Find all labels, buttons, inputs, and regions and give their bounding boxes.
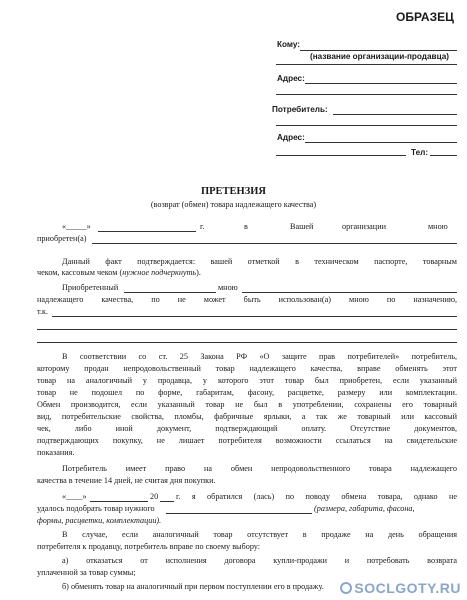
reason-label: т.к. xyxy=(37,307,49,316)
underline-hint: нужное подчеркнуть xyxy=(122,268,197,277)
word-v: в xyxy=(244,222,248,231)
purchased-line xyxy=(92,243,457,244)
appeal-year: 20 xyxy=(150,492,159,501)
site-watermark xyxy=(340,580,461,596)
confirm-line-2 xyxy=(37,268,201,277)
address-label: Адрес: xyxy=(277,74,305,83)
law-line-5: Обмен производится, если указанный товар не был в употреблении, сохранены его товарный xyxy=(37,400,457,409)
word-vashei: Вашей xyxy=(290,222,314,231)
to-line xyxy=(300,50,457,51)
absent-line-2: потребителя к продавцу, потребитель вправе по своему выбору: xyxy=(37,542,261,551)
purchased-label: приобретен(а) xyxy=(37,234,87,243)
absent-line-1: В случае, если аналогичный товар отсутствует в продаже на день обращения xyxy=(62,530,457,539)
law-line-2: которому продан непродовольственный товар надлежащего качества, вправе обменять этот xyxy=(37,364,457,373)
goods-line xyxy=(166,513,312,514)
year-suffix: г. xyxy=(200,222,205,231)
reason-line-3 xyxy=(37,342,457,343)
sample-stamp: ОБРАЗЕЦ xyxy=(396,10,454,24)
address-line-2 xyxy=(276,94,457,95)
address-line xyxy=(305,83,457,84)
confirm-text: чеком, кассовым чеком ( xyxy=(37,268,123,277)
item-line-b xyxy=(242,292,457,293)
address2-line xyxy=(305,142,457,143)
appeal-text: г. я обратился (лась) по поводу обмена товара, однако не xyxy=(176,492,457,501)
address2-label: Адрес: xyxy=(277,133,305,142)
appeal-date-line xyxy=(90,501,148,502)
form-hint: формы, расцветки, комплектации). xyxy=(37,516,162,525)
select-goods-text: удалось подобрать товар нужного xyxy=(37,504,155,513)
document-title: ПРЕТЕНЗИЯ xyxy=(200,186,267,197)
appeal-date-quote: «____» xyxy=(62,492,87,501)
law-line-4: товар не подошел по форме, габаритам, фасону, расцветке, размеру или комплектации. xyxy=(37,388,457,397)
item-line-a xyxy=(124,292,216,293)
law-line-8: подтверждающих покупку, не лишает потребителя возможности ссылаться на свидетельские xyxy=(37,436,457,445)
exchange-right-line-1: Потребитель имеет право на обмен непродовольственного товара надлежащего xyxy=(62,464,457,473)
consumer-line-2 xyxy=(276,125,457,126)
confirm-end: ). xyxy=(196,268,201,277)
appeal-year-line xyxy=(160,501,174,502)
law-line-last: показания. xyxy=(37,448,75,457)
phone-label: Тел: xyxy=(411,148,429,157)
law-line-6: вид, потребительские свойства, пломбы, фабричные ярлыки, а так же товарный или кассовый xyxy=(37,412,457,421)
watermark-logo-icon xyxy=(340,582,352,594)
document-subtitle: (возврат (обмен) товара надлежащего качества) xyxy=(150,200,317,209)
date-line xyxy=(98,231,196,232)
word-organization: организации xyxy=(342,222,386,231)
reason-line xyxy=(52,316,457,317)
purchased-item-label: Приобретенный xyxy=(62,283,119,292)
date-quote: «_____» xyxy=(62,222,91,231)
law-line-7: чек, либо иной документ, подтверждающий оплату. Отсутствие документов, xyxy=(37,424,457,433)
law-line-3: товар на аналогичный у продавца, у которого этот товар был приобретен, если указанный xyxy=(37,376,457,385)
to-label: Кому: xyxy=(277,40,301,49)
option-a-line-1: а) отказаться от исполнения договора купли-продажи и потребовать возврата xyxy=(62,556,457,565)
reason-line-2 xyxy=(37,329,457,330)
option-b-line: б) обменять товар на аналогичный при первом поступлении его в продажу. xyxy=(62,582,324,591)
consumer-line xyxy=(333,114,457,115)
size-hint: (размера, габарита, фасона, xyxy=(314,504,415,513)
watermark-text: SOCLGOTY.RU xyxy=(354,580,461,596)
to-line-2 xyxy=(276,64,457,65)
phone-line xyxy=(430,155,457,156)
address2-line-2 xyxy=(276,155,406,156)
exchange-right-line-2: качества в течение 14 дней, не считая дня покупки. xyxy=(37,476,216,485)
confirm-line-1: Данный факт подтверждается: вашей отметкой в техническом паспорте, товарным xyxy=(62,257,457,266)
consumer-label: Потребитель: xyxy=(272,105,328,114)
usage-line: надлежащего качества, по не может быть использован(а) мною по назначению, xyxy=(37,295,457,304)
word-mnoyu-2: мною xyxy=(218,283,238,292)
word-mnoyu: мною xyxy=(428,222,448,231)
law-line-1: В соответствии со ст. 25 Закона РФ «О защите прав потребителей» потребитель, xyxy=(62,352,457,361)
to-hint: (название организации-продавца) xyxy=(310,52,450,61)
option-a-line-2: уплаченной за товар суммы; xyxy=(37,568,136,577)
